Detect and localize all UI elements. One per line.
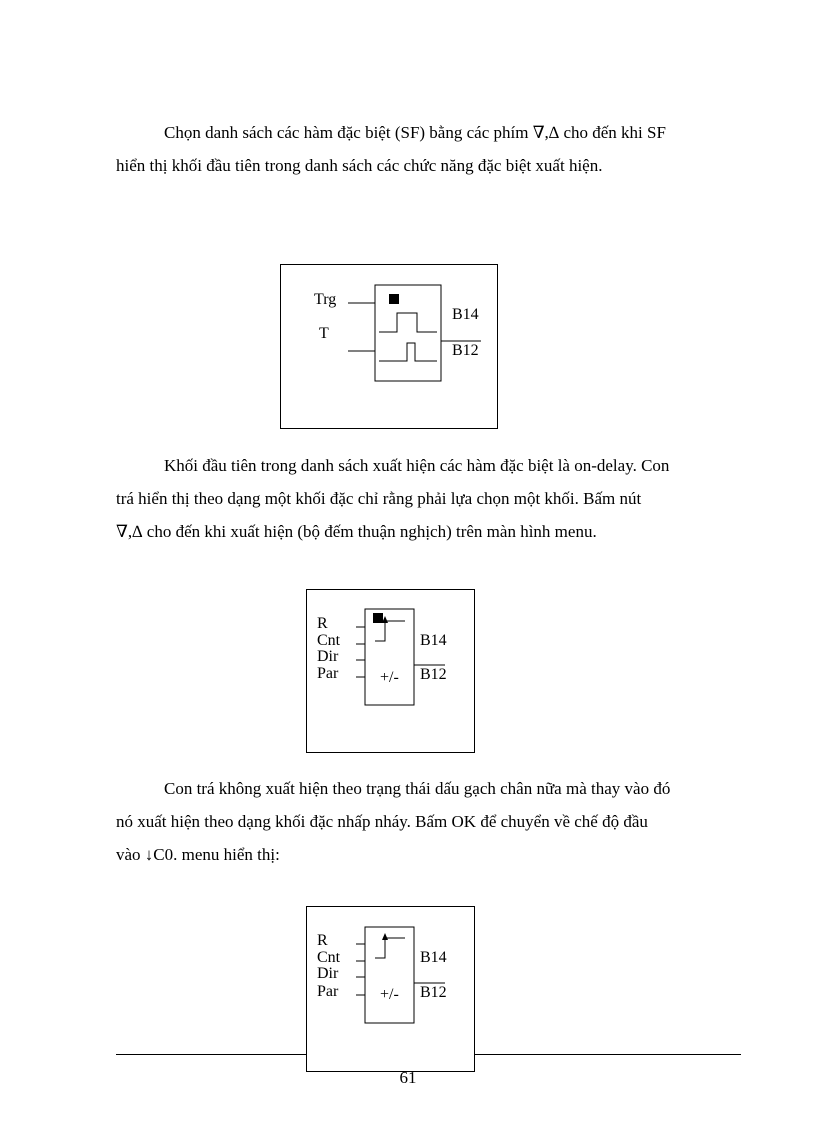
cursor-block-icon — [373, 613, 383, 623]
output-label-b12: B12 — [452, 342, 479, 359]
on-delay-pulse-icon — [379, 313, 437, 332]
footer-rule-right — [474, 1054, 741, 1055]
paragraph-line: Chọn danh sách các hàm đặc biệt (SF) bằng các phím ∇,∆ cho đến khi SF — [164, 123, 666, 142]
on-delay-block-diagram — [281, 265, 497, 428]
paragraph-3 — [116, 772, 741, 871]
input-label-r: R — [317, 615, 328, 632]
function-symbol: +/- — [380, 669, 399, 686]
function-symbol: +/- — [380, 986, 399, 1003]
function-block — [365, 609, 414, 705]
paragraph-line: Con trá không xuất hiện theo trạng thái dấu gạch chân nữa mà thay vào đó — [164, 779, 671, 798]
pulse-icon — [379, 343, 437, 361]
input-label-r: R — [317, 932, 328, 949]
on-delay-block-figure — [280, 264, 498, 429]
input-label-par: Par — [317, 983, 339, 1000]
paragraph-line: trá hiển thị theo dạng một khối đặc chỉ rằng phải lựa chọn một khối. Bấm nút — [116, 489, 642, 508]
cursor-block-icon — [389, 294, 399, 304]
function-block — [375, 285, 441, 381]
output-label-b12: B12 — [420, 984, 447, 1001]
input-label-t: T — [319, 325, 329, 342]
input-label-cnt: Cnt — [317, 949, 341, 966]
rising-edge-icon — [375, 938, 405, 958]
arrow-up-icon — [382, 933, 388, 940]
output-label-b14: B14 — [452, 306, 479, 323]
paragraph-line: nó xuất hiện theo dạng khối đặc nhấp nháy. Bấm OK để chuyển về chế độ đầu — [116, 812, 648, 831]
paragraph-line: hiển thị khối đầu tiên trong danh sách các chức năng đặc biệt xuất hiện. — [116, 156, 603, 175]
input-label-dir: Dir — [317, 965, 339, 982]
footer-rule-left — [116, 1054, 306, 1055]
paragraph-line: vào ↓C0. menu hiển thị: — [116, 845, 280, 864]
input-label-dir: Dir — [317, 648, 339, 665]
counter-block-figure — [306, 906, 475, 1072]
output-label-b14: B14 — [420, 949, 447, 966]
paragraph-1 — [116, 116, 741, 182]
function-block — [365, 927, 414, 1023]
input-label-par: Par — [317, 665, 339, 682]
counter-block-figure-cursor — [306, 589, 475, 753]
input-label-cnt: Cnt — [317, 632, 341, 649]
page-number: 61 — [399, 1068, 417, 1087]
rising-edge-icon — [375, 621, 405, 641]
counter-block-diagram — [307, 590, 474, 752]
output-label-b12: B12 — [420, 666, 447, 683]
paragraph-line: ∇,∆ cho đến khi xuất hiện (bộ đếm thuận nghịch) trên màn hình menu. — [116, 522, 597, 541]
paragraph-2 — [116, 449, 741, 548]
output-label-b14: B14 — [420, 632, 447, 649]
input-label-trg: Trg — [314, 291, 337, 308]
counter-block-diagram — [307, 907, 474, 1071]
paragraph-line: Khối đầu tiên trong danh sách xuất hiện các hàm đặc biệt là on-delay. Con — [164, 456, 670, 475]
